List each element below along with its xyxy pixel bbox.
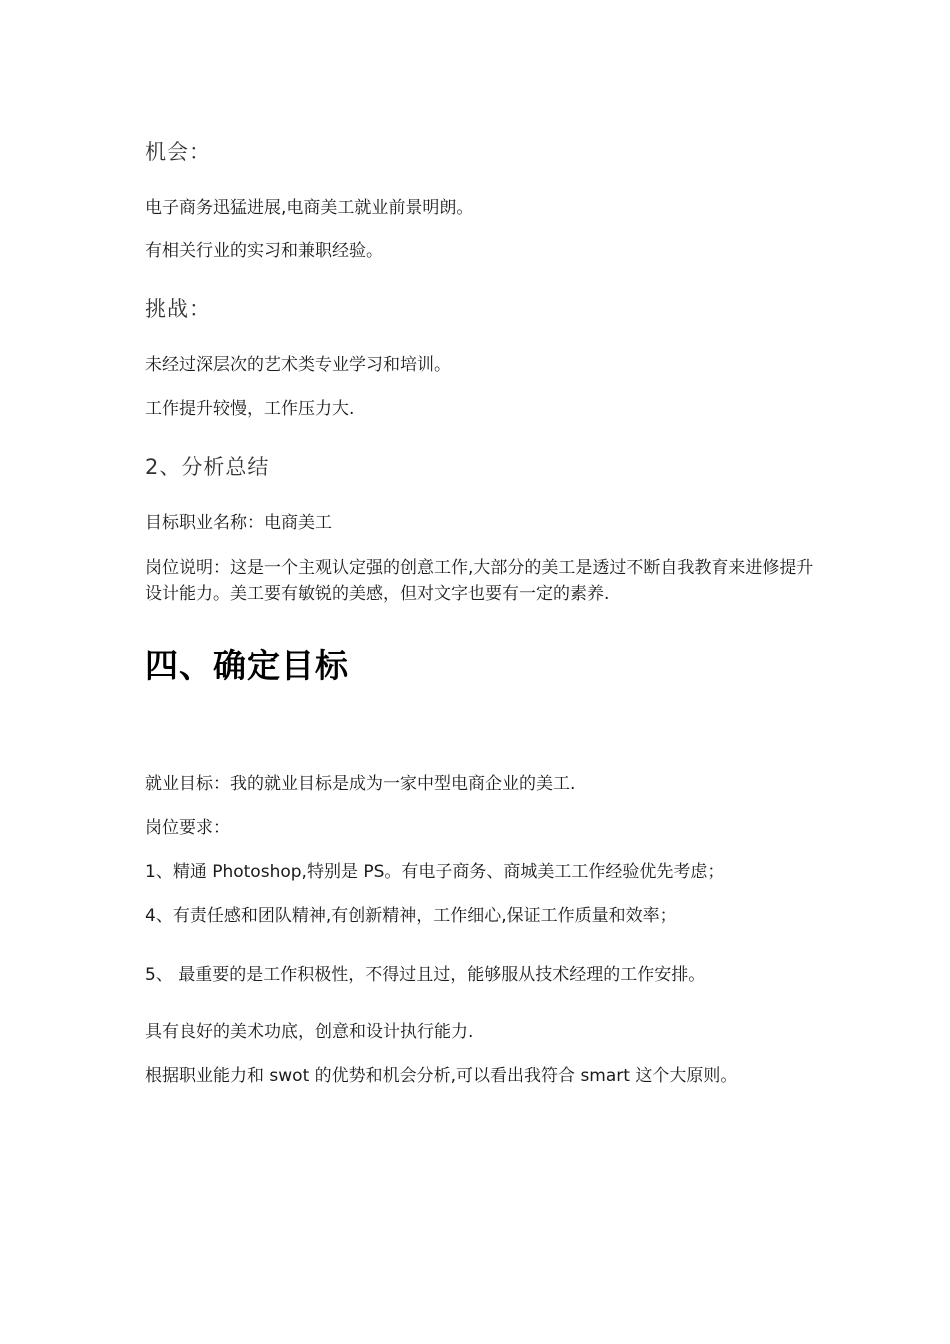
target-job: 目标职业名称：电商美工 (145, 513, 332, 533)
summary-heading: 2、分析总结 (145, 455, 270, 479)
opportunity-item: 电子商务迅猛进展,电商美工就业前景明朗。 (145, 198, 474, 218)
requirement-item: 4、有责任感和团队精神,有创新精神，工作细心,保证工作质量和效率； (145, 906, 677, 926)
closing-line: 具有良好的美术功底，创意和设计执行能力. (145, 1022, 474, 1042)
opportunity-heading: 机会： (145, 140, 211, 164)
challenge-item: 未经过深层次的艺术类专业学习和培训。 (145, 355, 451, 375)
closing-line: 根据职业能力和 swot 的优势和机会分析,可以看出我符合 smart 这个大原则。 (145, 1066, 738, 1086)
requirement-item: 5、 最重要的是工作积极性，不得过且过，能够服从技术经理的工作安排。 (145, 965, 706, 985)
requirements-label: 岗位要求： (145, 818, 230, 838)
challenge-heading: 挑战： (145, 297, 211, 321)
employment-goal: 就业目标：我的就业目标是成为一家中型电商企业的美工. (145, 774, 576, 794)
job-description: 岗位说明：这是一个主观认定强的创意工作,大部分的美工是透过不断自我教育来进修提升设计能力。美工要有敏锐的美感，但对文字也要有一定的素养. (145, 558, 814, 604)
opportunity-item: 有相关行业的实习和兼职经验。 (145, 241, 383, 261)
challenge-item: 工作提升较慢，工作压力大. (145, 399, 355, 419)
section-title: 四、确定目标 (145, 646, 349, 685)
requirement-item: 1、精通 Photoshop,特别是 PS。有电子商务、商城美工工作经验优先考虑； (145, 862, 725, 882)
